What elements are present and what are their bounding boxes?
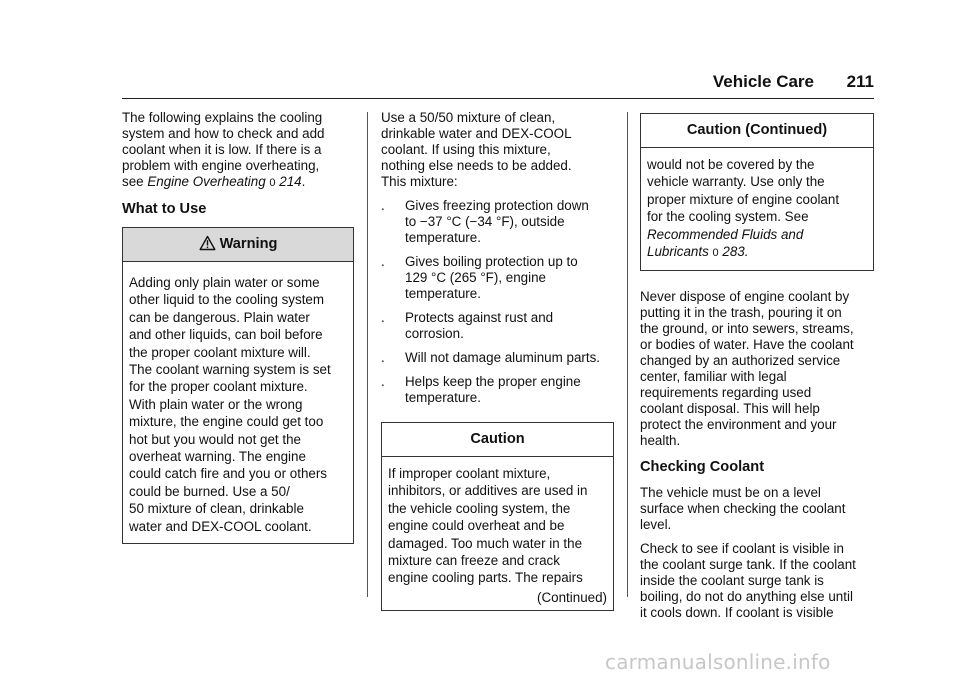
text-line <box>647 243 867 262</box>
bullet-marker: . <box>381 310 385 325</box>
text-line: temperature. <box>405 286 481 301</box>
column-divider <box>627 112 628 597</box>
text-line: the ground, or into sewers, streams, <box>640 321 854 337</box>
level-paragraph <box>640 485 874 533</box>
page-header <box>122 70 874 99</box>
text-line: hot but you would not get the <box>129 431 301 447</box>
cross-reference-page[interactable]: 214 <box>279 174 302 189</box>
list-item-text <box>405 198 589 246</box>
text-line: Never dispose of engine coolant by <box>640 289 850 305</box>
text-line: problem with engine overheating, <box>122 158 320 173</box>
list-item-text <box>405 254 578 302</box>
column-divider <box>367 112 368 597</box>
text-line: for the cooling system. See <box>647 209 809 225</box>
list-item <box>381 198 614 246</box>
text-line: inhibitors, or additives are used in <box>388 483 588 499</box>
text-line: Will not damage aluminum parts. <box>405 350 600 365</box>
text-line: The following explains the cooling <box>122 110 323 125</box>
text-line: for the proper coolant mixture. <box>129 379 308 395</box>
list-item-text <box>405 374 581 406</box>
watermark: carmanualsonline.info <box>605 650 831 674</box>
text-line: 50 mixture of clean, drinkable <box>129 501 304 517</box>
text-line: could be burned. Use a 50/ <box>129 483 290 499</box>
xref-arrow-icon: 0 <box>712 247 719 260</box>
text-line: see Engine Overheating 0 214. <box>122 174 306 189</box>
text-line: engine could overheat and be <box>388 518 565 534</box>
text-line: 129 °C (265 °F), engine <box>405 270 546 285</box>
text-line: Check to see if coolant is visible in <box>640 541 844 557</box>
list-item <box>381 254 614 302</box>
see-prefix: see <box>122 174 148 189</box>
text-line: level. <box>640 517 672 533</box>
disposal-paragraph <box>640 289 874 449</box>
text-line: mixture can freeze and crack <box>388 553 560 569</box>
caution-box <box>381 422 614 611</box>
text-line: Protects against rust and <box>405 310 554 325</box>
text-line: With plain water or the wrong <box>129 396 303 412</box>
text-line: This mixture: <box>381 174 458 189</box>
text-line: inside the coolant surge tank is <box>640 573 824 589</box>
continued-label: (Continued) <box>537 589 607 605</box>
text-line: other liquid to the cooling system <box>129 292 325 308</box>
text-line: Adding only plain water or some <box>129 275 320 290</box>
cross-reference-link[interactable]: Engine Overheating <box>147 174 266 189</box>
text-line: surface when checking the coolant <box>640 501 846 517</box>
text-line: can be dangerous. Plain water <box>129 309 310 325</box>
text-line: water and DEX-COOL coolant. <box>129 518 312 534</box>
text-line: proper mixture of engine coolant <box>647 191 840 207</box>
warning-title: Warning <box>219 236 278 252</box>
text-line: vehicle warranty. Use only the <box>647 174 825 190</box>
text-line: overheat warning. The engine <box>129 449 306 465</box>
text-line: The vehicle must be on a level <box>640 485 821 501</box>
text-line: the proper coolant mixture will. <box>129 344 311 360</box>
text-line: and other liquids, can boil before <box>129 327 323 343</box>
warning-triangle-icon <box>199 235 216 251</box>
column-3 <box>640 113 874 629</box>
text-line: protect the environment and your <box>640 417 837 433</box>
bullet-marker: . <box>381 254 385 269</box>
text-line: engine cooling parts. The repairs <box>388 570 583 586</box>
list-item-text <box>405 310 553 342</box>
text-line: center, familiar with legal <box>640 369 787 385</box>
caution-body <box>382 457 613 610</box>
column-2 <box>381 110 614 611</box>
bullet-list <box>381 198 614 406</box>
text-line: The coolant warning system is set <box>129 362 331 378</box>
text-line: nothing else needs to be added. <box>381 158 572 173</box>
list-item-text <box>405 350 600 366</box>
warning-header <box>123 228 353 262</box>
bullet-marker: . <box>381 350 385 365</box>
warning-body <box>123 262 353 543</box>
text-line: the coolant surge tank. If the coolant <box>640 557 856 573</box>
caution-continued-header: Caution (Continued) <box>641 114 873 148</box>
cross-reference-link[interactable]: Recommended Fluids and <box>647 226 804 242</box>
xref-arrow-icon: 0 <box>269 177 276 189</box>
page-number: 211 <box>846 72 874 91</box>
text-line: Use a 50/50 mixture of clean, <box>381 110 556 125</box>
text-line: coolant. If using this mixture, <box>381 142 551 157</box>
text-line: damaged. Too much water in the <box>388 535 583 551</box>
text-line: requirements regarding used <box>640 385 812 401</box>
text-line: temperature. <box>405 390 481 405</box>
list-item <box>381 374 614 406</box>
text-line: system and how to check and add <box>122 126 325 141</box>
cross-reference-page[interactable]: 283. <box>722 244 749 260</box>
heading-what-to-use: What to Use <box>122 201 207 217</box>
text-line: coolant when it is low. If there is a <box>122 142 322 157</box>
text-line: to −37 °C (−34 °F), outside <box>405 214 565 229</box>
caution-continued-box <box>640 113 874 271</box>
section-title: Vehicle Care <box>712 72 814 91</box>
cross-reference-link[interactable]: Lubricants <box>647 244 709 260</box>
text-line: coolant disposal. This will help <box>640 401 820 417</box>
text-line: the vehicle cooling system, the <box>388 500 571 516</box>
column-1 <box>122 110 354 544</box>
text-line: corrosion. <box>405 326 464 341</box>
text-line: If improper coolant mixture, <box>388 466 551 481</box>
text-line: it cools down. If coolant is visible <box>640 605 834 621</box>
check-paragraph <box>640 541 874 621</box>
caution-header: Caution <box>382 423 613 457</box>
text-line: health. <box>640 433 681 449</box>
text-line: boiling, do not do anything else until <box>640 589 853 605</box>
text-line: drinkable water and DEX-COOL <box>381 126 572 141</box>
list-item <box>381 350 614 366</box>
list-item <box>381 310 614 342</box>
text-line: Gives boiling protection up to <box>405 254 578 269</box>
text-line: temperature. <box>405 230 481 245</box>
text-line: or bodies of water. Have the coolant <box>640 337 854 353</box>
warning-box <box>122 227 354 544</box>
text-line: would not be covered by the <box>647 157 815 172</box>
caution-continued-body <box>641 148 873 270</box>
heading-checking-coolant: Checking Coolant <box>640 459 765 476</box>
text-line: changed by an authorized service <box>640 353 841 369</box>
bullet-marker: . <box>381 374 385 389</box>
text-line: mixture, the engine could get too <box>129 414 324 430</box>
text-line: Gives freezing protection down <box>405 198 589 213</box>
intro-paragraph <box>122 110 354 191</box>
text-line: Helps keep the proper engine <box>405 374 581 389</box>
mixture-paragraph <box>381 110 614 190</box>
bullet-marker: . <box>381 198 385 213</box>
text-line: could catch fire and you or others <box>129 466 327 482</box>
text-line: putting it in the trash, pouring it on <box>640 305 842 321</box>
